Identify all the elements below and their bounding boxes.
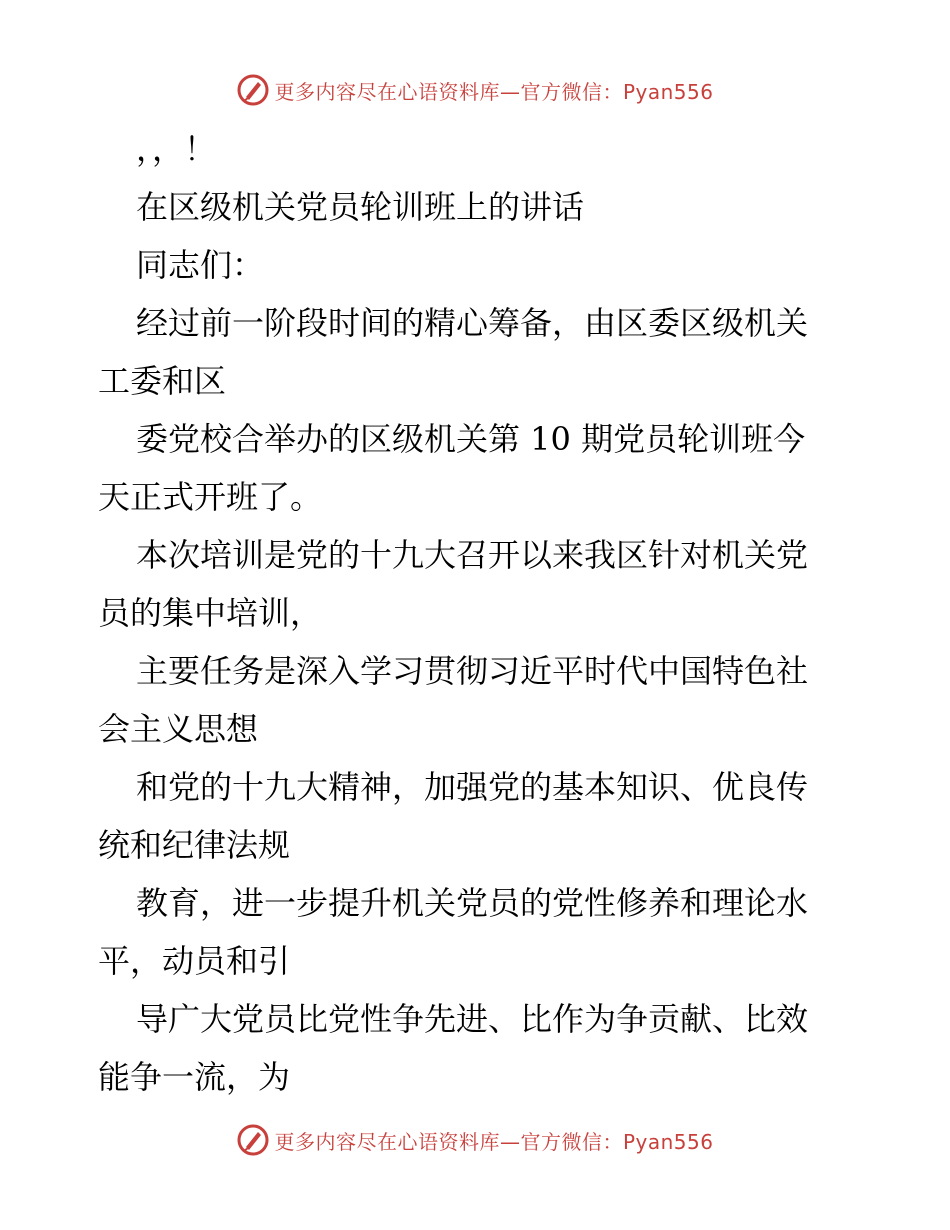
- text-line: 委党校合举办的区级机关第 10 期党员轮训班今: [136, 420, 806, 458]
- pen-seal-logo-icon: [236, 73, 270, 107]
- text-line: 平，动员和引: [98, 942, 291, 980]
- text-line: 员的集中培训，: [98, 594, 323, 632]
- footer-banner-text: 更多内容尽在心语资料库—官方微信：Pyan556: [274, 1129, 714, 1154]
- text-line: 主要任务是深入学习贯彻习近平时代中国特色社: [136, 652, 809, 690]
- text-line: ，，！: [136, 130, 217, 168]
- document-title: 在区级机关党员轮训班上的讲话: [136, 188, 585, 226]
- text-line: 天正式开班了。: [98, 478, 323, 516]
- text-line: 能争一流，为: [98, 1058, 291, 1096]
- pen-seal-logo-icon: [236, 1123, 270, 1157]
- text-line: 和党的十九大精神，加强党的基本知识、优良传: [136, 768, 809, 806]
- text-line: 工委和区: [98, 362, 227, 400]
- text-line: 统和纪律法规: [98, 826, 291, 864]
- salutation: 同志们：: [136, 246, 265, 284]
- text-line: 会主义思想: [98, 710, 259, 748]
- text-line: 教育，进一步提升机关党员的党性修养和理论水: [136, 884, 809, 922]
- footer-banner: [0, 1120, 950, 1160]
- text-line: 经过前一阶段时间的精心筹备，由区委区级机关: [136, 304, 809, 342]
- text-line: 导广大党员比党性争先进、比作为争贡献、比效: [136, 1000, 809, 1038]
- header-banner-text: 更多内容尽在心语资料库—官方微信：Pyan556: [274, 79, 714, 104]
- header-banner: [0, 70, 950, 110]
- text-line: 本次培训是党的十九大召开以来我区针对机关党: [136, 536, 809, 574]
- document-body: [98, 120, 858, 1106]
